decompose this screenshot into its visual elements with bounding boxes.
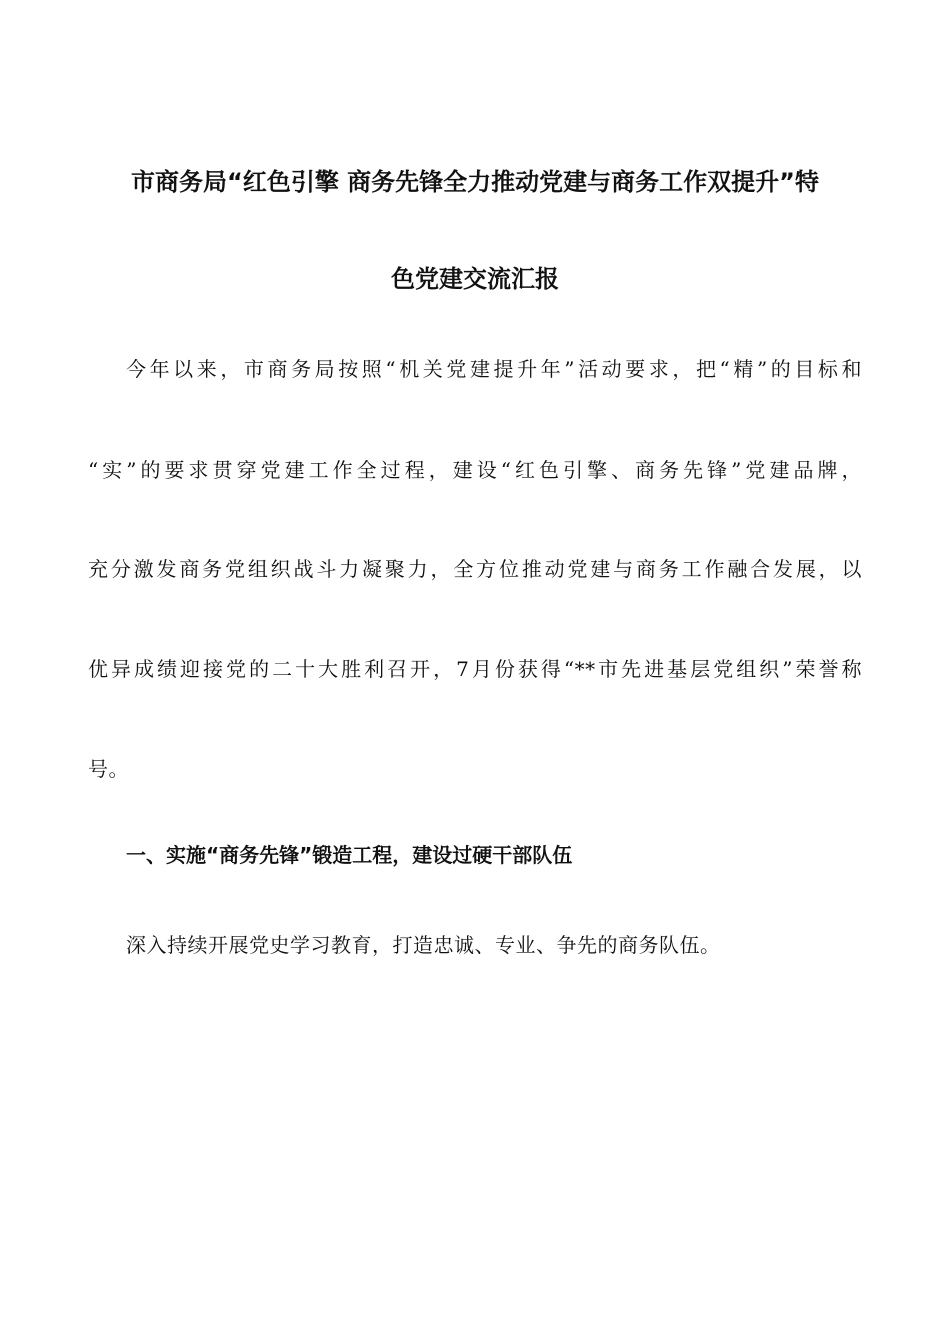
paragraph-1-line-1: 今年以来，市商务局按照“机关党建提升年”活动要求，把“精”的目标和 — [126, 357, 862, 381]
document-title-line-2: 色党建交流汇报 — [391, 265, 559, 293]
paragraph-1-line-3: 充分激发商务党组织战斗力凝聚力，全方位推动党建与商务工作融合发展，以 — [88, 557, 862, 581]
paragraph-1-line-2: “实”的要求贯穿党建工作全过程，建设“红色引擎、商务先锋”党建品牌， — [88, 458, 862, 482]
paragraph-1-line-4: 优异成绩迎接党的二十大胜利召开，7月份获得“**市先进基层党组织”荣誉称 — [88, 657, 862, 681]
section-1-paragraph: 深入持续开展党史学习教育，打造忠诚、专业、争先的商务队伍。 — [126, 933, 721, 957]
section-1-heading: 一、实施“商务先锋”锻造工程，建设过硬干部队伍 — [126, 843, 573, 867]
paragraph-1-line-5: 号。 — [88, 757, 129, 781]
document-title-line-1: 市商务局“红色引擎 商务先锋全力推动党建与商务工作双提升”特 — [131, 168, 819, 196]
